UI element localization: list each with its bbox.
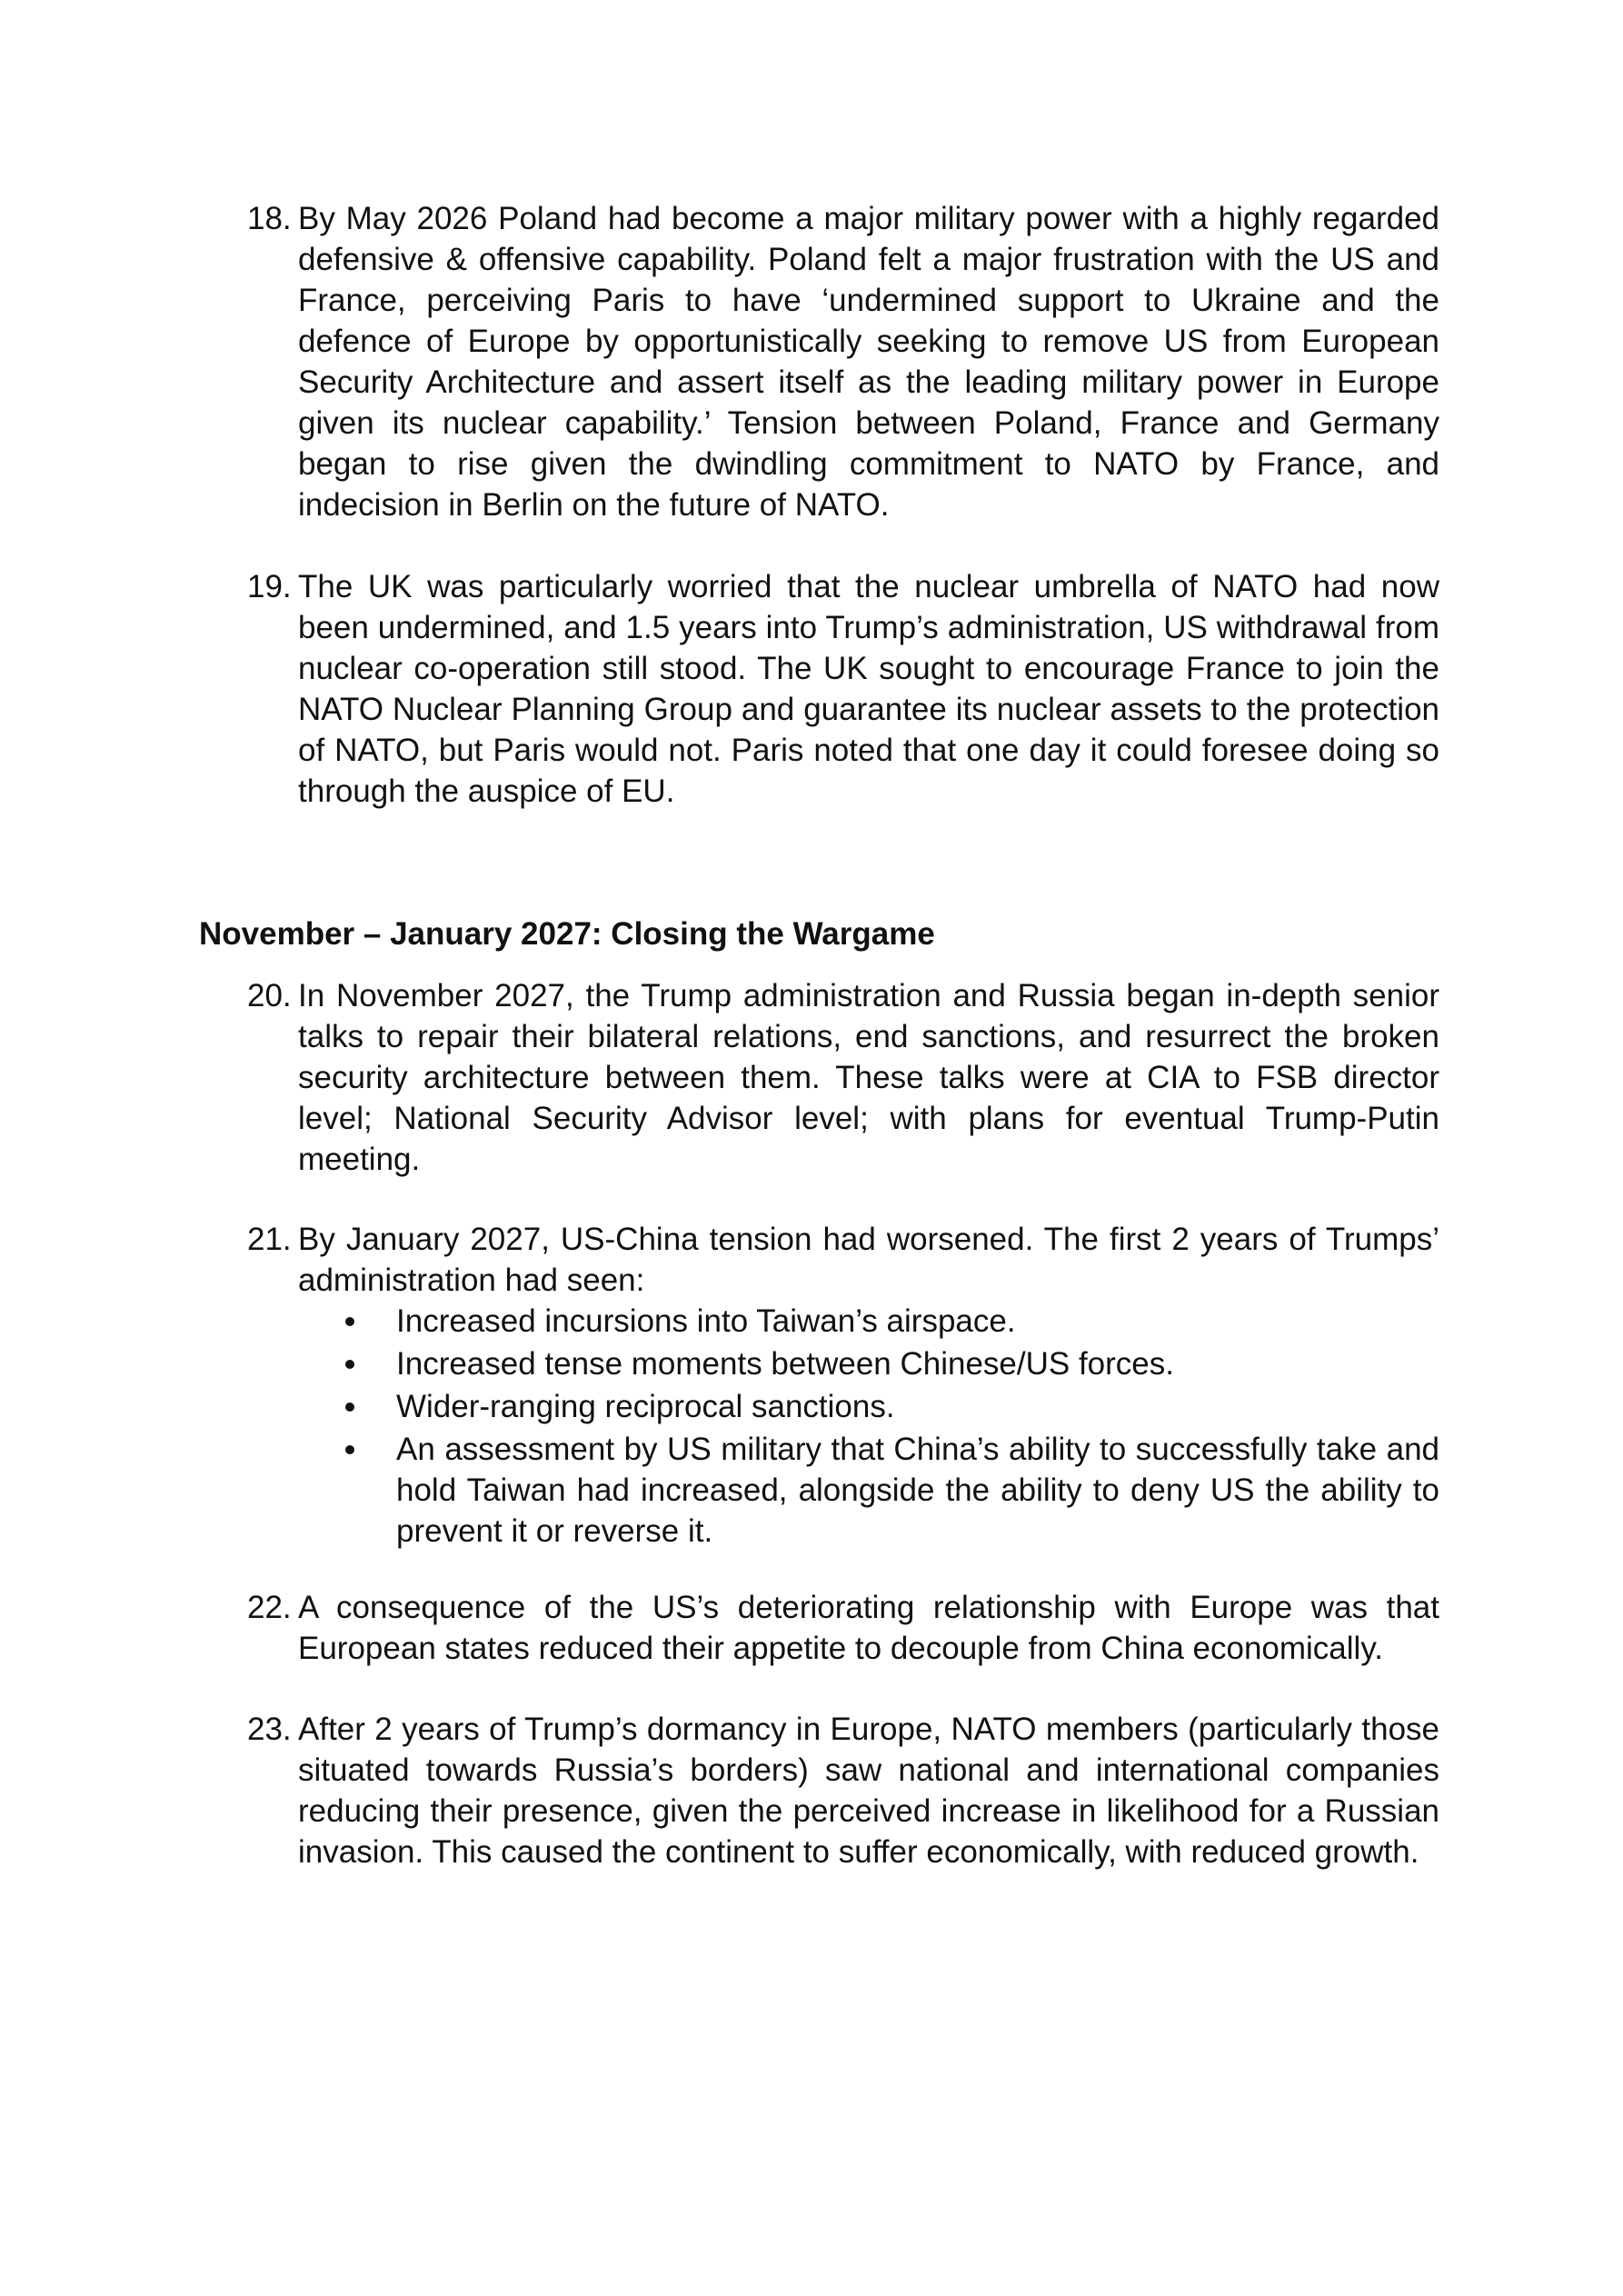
bullet-item bbox=[345, 1386, 1439, 1427]
bullet-item bbox=[345, 1429, 1439, 1552]
item-number: 19. bbox=[247, 569, 292, 604]
bullet-item bbox=[345, 1301, 1439, 1342]
bullet-icon bbox=[345, 1317, 354, 1326]
bullet-list bbox=[345, 1301, 1439, 1553]
item-number: 22. bbox=[247, 1590, 292, 1625]
bullet-icon bbox=[345, 1360, 354, 1369]
item-text: By January 2027, US-China tension had worsened. The first 2 years of Trumps’ administration had seen: bbox=[298, 1222, 1439, 1298]
bullet-icon bbox=[345, 1445, 354, 1454]
bullet-text: Increased tense moments between Chinese/US forces. bbox=[396, 1346, 1174, 1382]
bullet-text: Increased incursions into Taiwan’s airspace. bbox=[396, 1303, 1016, 1339]
item-text: A consequence of the US’s deteriorating relationship with Europe was that European states reduced their appetite to decouple from China economically. bbox=[298, 1590, 1439, 1666]
item-text: After 2 years of Trump’s dormancy in Europe, NATO members (particularly those situated towards Russia’s borders) saw national and international companies reducing their presence, given the perceived increase in likelihood for a Russian invasion. This caused the continent to suffer economically, with reduced growth. bbox=[298, 1712, 1439, 1870]
item-text: By May 2026 Poland had become a major military power with a highly regarded defensive & offensive capability. Poland felt a major frustration with the US and France, perceiving Paris to have ‘undermined support to Ukraine and the defence of Europe by opportunistically seeking to remove US from European Security Architecture and assert itself as the leading military power in Europe given its nuclear capability.’ Tension between Poland, France and Germany began to rise given the dwindling commitment to NATO by France, and indecision in Berlin on the future of NATO. bbox=[298, 201, 1439, 523]
bullet-text: Wider-ranging reciprocal sanctions. bbox=[396, 1389, 895, 1424]
item-number: 23. bbox=[247, 1712, 292, 1747]
item-number: 21. bbox=[247, 1222, 292, 1257]
bullet-icon bbox=[345, 1403, 354, 1412]
item-number: 18. bbox=[247, 201, 292, 236]
item-text: The UK was particularly worried that the nuclear umbrella of NATO had now been undermined, and 1.5 years into Trump’s administration, US withdrawal from nuclear co-operation still stood. The UK sought to encourage France to join the NATO Nuclear Planning Group and guarantee its nuclear assets to the protection of NATO, but Paris would not. Paris noted that one day it could foresee doing so through the auspice of EU. bbox=[298, 569, 1439, 809]
item-text: In November 2027, the Trump administration and Russia began in-depth senior talks to repair their bilateral relations, end sanctions, and resurrect the broken security architecture between them. These talks were at CIA to FSB director level; National Security Advisor level; with plans for eventual Trump-Putin meeting. bbox=[298, 978, 1439, 1177]
item-number: 20. bbox=[247, 978, 292, 1013]
bullet-item bbox=[345, 1343, 1439, 1384]
bullet-text: An assessment by US military that China’s ability to successfully take and hold Taiwan had increased, alongside the ability to deny US the ability to prevent it or reverse it. bbox=[396, 1432, 1439, 1549]
section-heading: November – January 2027: Closing the Wargame bbox=[199, 916, 935, 952]
